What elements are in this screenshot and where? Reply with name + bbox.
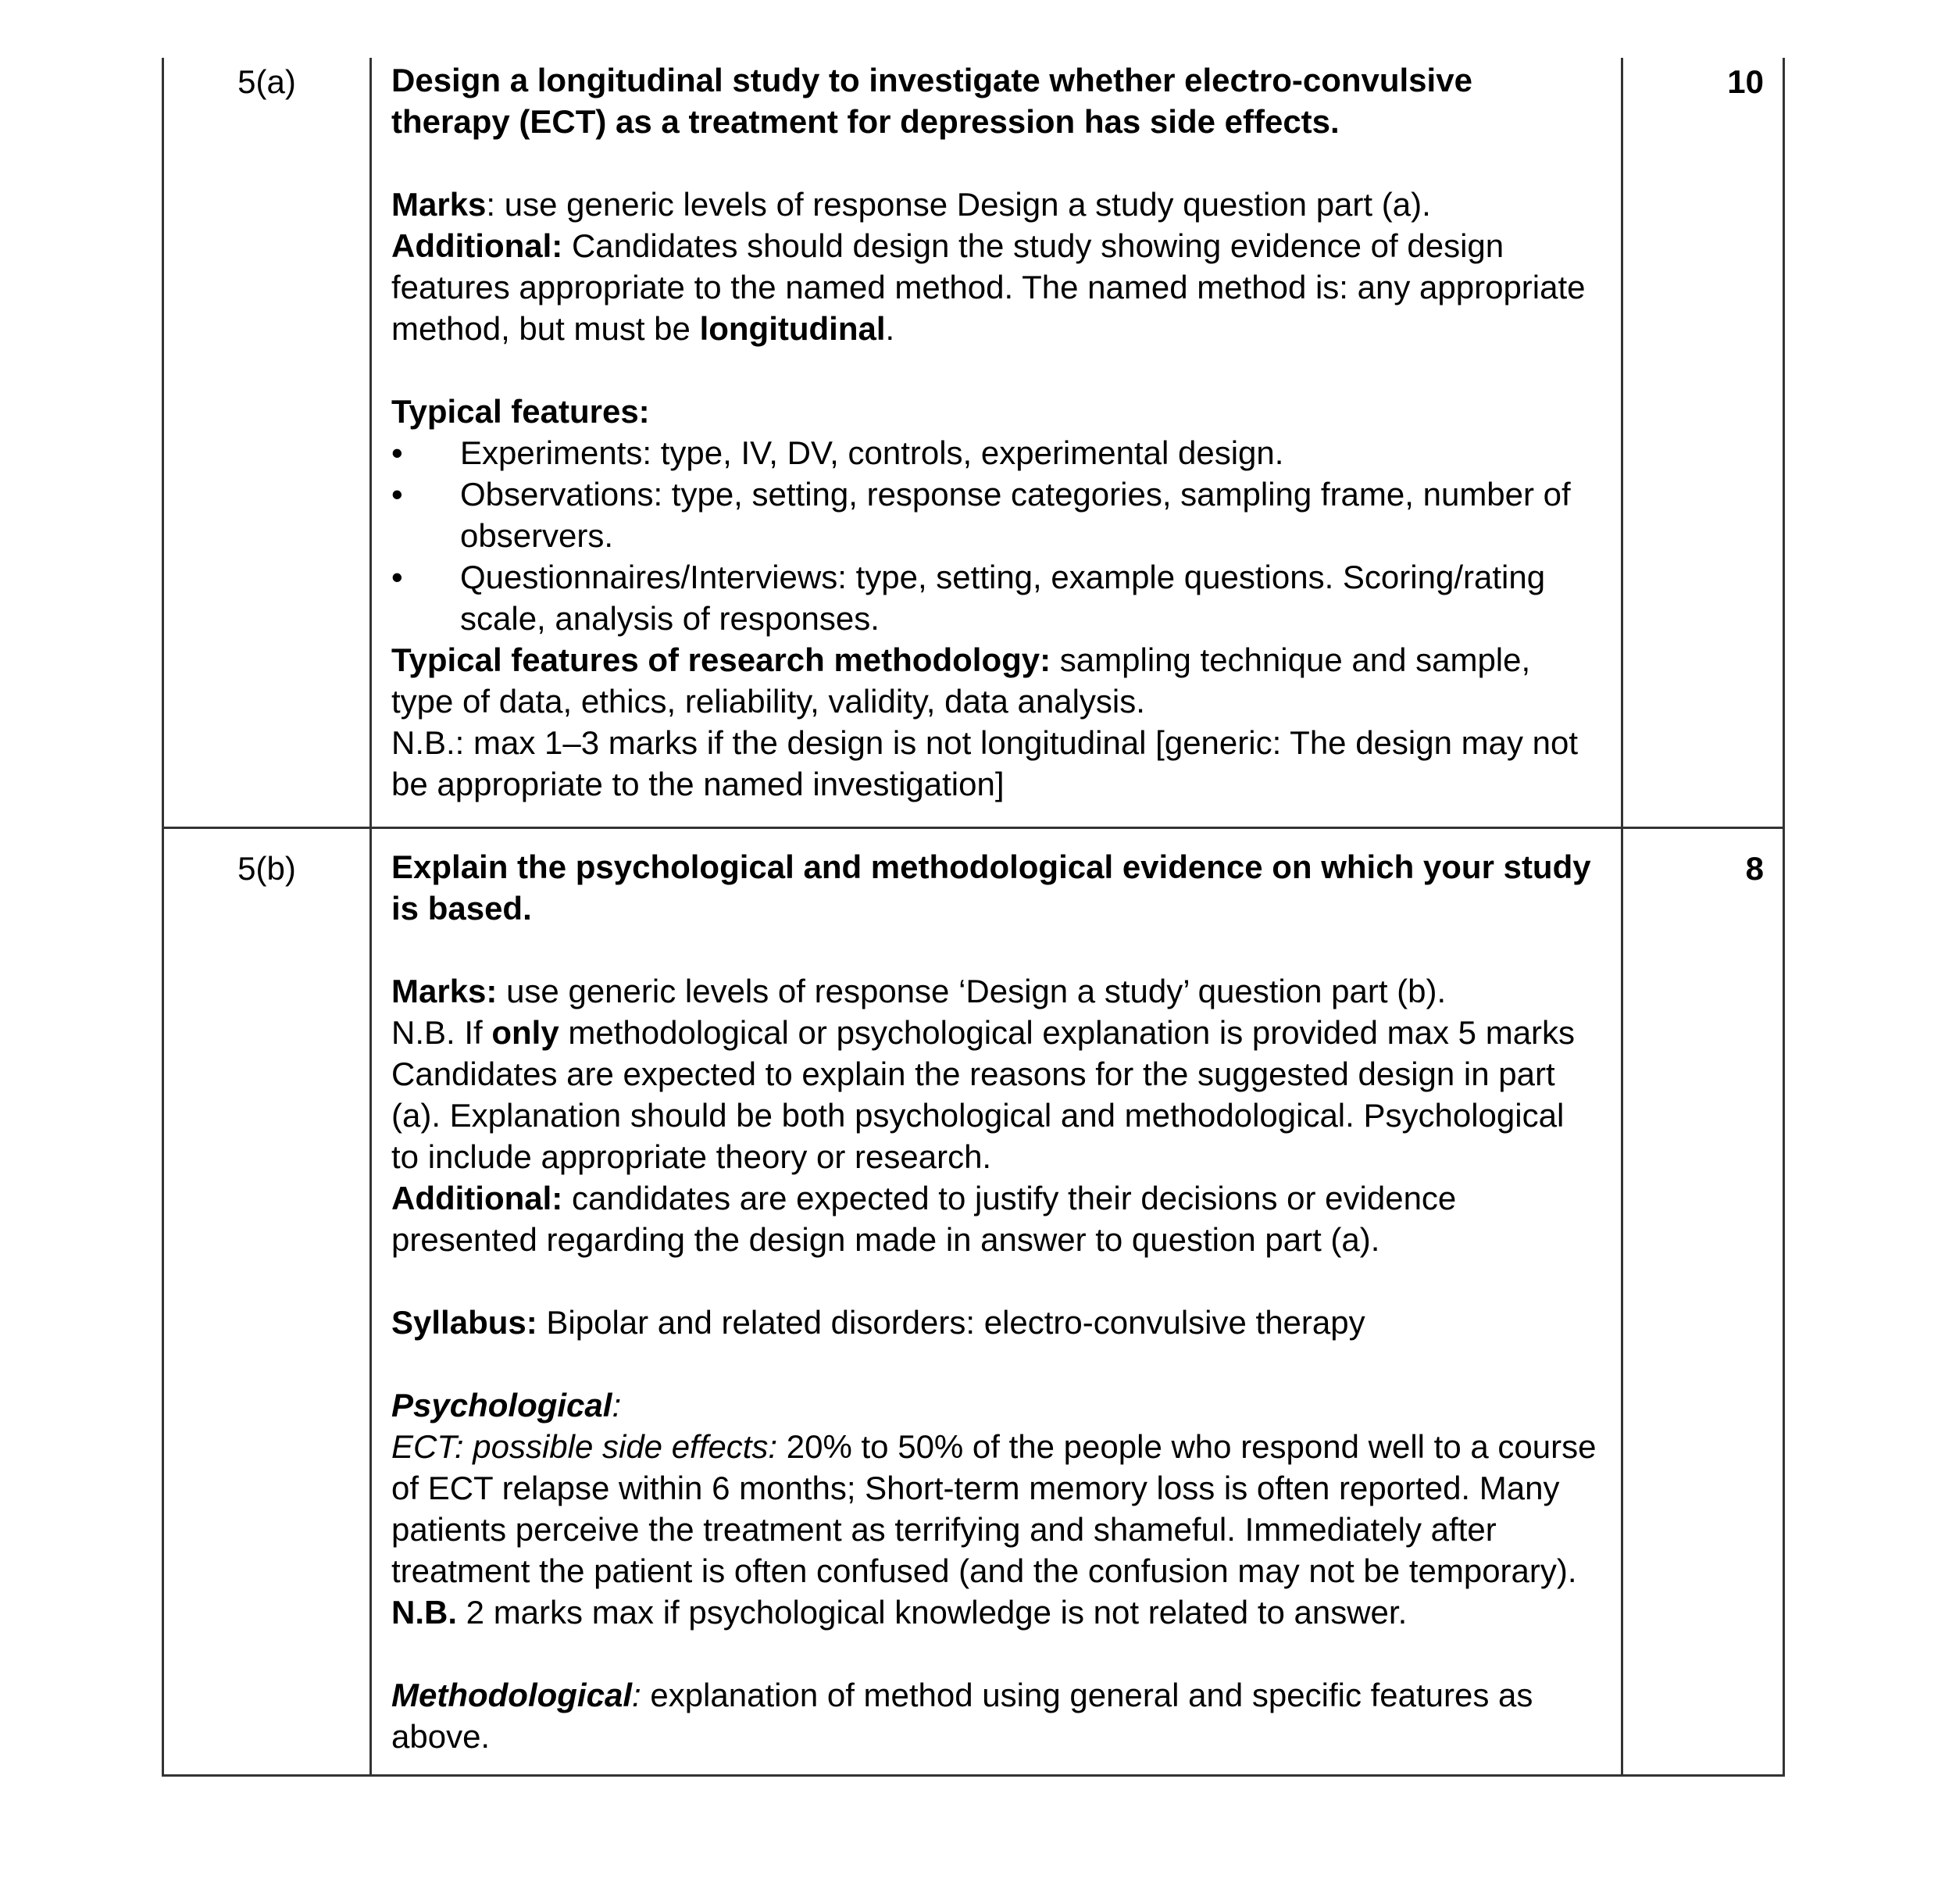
ect-label: ECT: possible side effects: [391, 1428, 778, 1465]
syllabus-label: Syllabus: [391, 1304, 537, 1341]
list-item [391, 473, 1599, 556]
table-row [163, 828, 1784, 1776]
additional-label: Additional: [391, 227, 563, 264]
nb-note: N.B.: max 1–3 marks if the design is not longitudinal [generic: The design may not be appropriate to the named investigation] [391, 724, 1579, 802]
additional-text: candidates are expected to justify their decisions or evidence presented regarding the design made in answer to question part (a). [391, 1180, 1457, 1258]
typical-features-list [391, 432, 1599, 639]
marks-text: : use generic levels of response Design a study question part (a). [486, 186, 1431, 223]
psychological-label: Psychological [391, 1387, 612, 1424]
mark-scheme-table [162, 58, 1785, 1777]
methodological-line [391, 1674, 1599, 1757]
additional-guidance [391, 225, 1599, 349]
additional-end: . [885, 310, 895, 347]
nb-note-2 [391, 1591, 1599, 1633]
nb2-text: 2 marks max if psychological knowledge is not related to answer. [457, 1594, 1408, 1631]
additional-label: Additional: [391, 1180, 563, 1216]
nb-pre: N.B. If [391, 1014, 492, 1051]
ect-text: 20% to 50% of the people who respond well to a course of ECT relapse within 6 months; Short-term memory loss is often reported. Many patients perceive the treatment as terrifying and shameful. Immediately after treatment the patient is often confused (and the confusion may not be temporary). [391, 1428, 1597, 1589]
list-item-text: Experiments: type, IV, DV, controls, experimental design. [460, 434, 1284, 471]
bullet-icon: • [391, 559, 403, 595]
marks-value: 10 [1622, 58, 1784, 828]
nb-post: methodological or psychological explanation is provided max 5 marks [559, 1014, 1576, 1051]
question-prompt: Design a longitudinal study to investigate whether electro-convulsive therapy (ECT) as a treatment for depression has side effects. [391, 62, 1472, 140]
question-number: 5(b) [163, 828, 371, 1776]
psychological-colon: : [612, 1387, 622, 1424]
methodological-colon: : [632, 1677, 641, 1713]
question-prompt: Explain the psychological and methodological evidence on which your study is based. [391, 848, 1591, 927]
syllabus-line [391, 1302, 1599, 1343]
list-item [391, 556, 1599, 639]
typical-features-heading: Typical features: [391, 393, 650, 430]
marks-label: Marks: [391, 973, 498, 1009]
syllabus-text: Bipolar and related disorders: electro-convulsive therapy [537, 1304, 1365, 1341]
candidates-guidance: Candidates are expected to explain the reasons for the suggested design in part (a). Explanation should be both psychological and methodological. Psychological to include appropriate theory or research. [391, 1056, 1565, 1175]
additional-guidance [391, 1177, 1599, 1260]
psychological-heading [391, 1384, 1599, 1426]
marks-label: Marks [391, 186, 487, 223]
methodological-label: Methodological [391, 1677, 632, 1713]
marks-guidance [391, 970, 1599, 1012]
list-item-text: Observations: type, setting, response categories, sampling frame, number of observers. [460, 476, 1571, 554]
marks-text: use generic levels of response ‘Design a study’ question part (b). [497, 973, 1447, 1009]
table-row [163, 58, 1784, 828]
marks-guidance [391, 184, 1599, 225]
methodology-text: sampling technique and sample, type of data, ethics, reliability, validity, data analysis. [391, 641, 1531, 720]
additional-text: Candidates should design the study showing evidence of design features appropriate to the named method. The named method is: any appropriate method, but must be [391, 227, 1586, 347]
nb-bold: only [491, 1014, 559, 1051]
answer-cell [371, 58, 1622, 828]
nb-note [391, 1012, 1599, 1053]
list-item-text: Questionnaires/Interviews: type, setting, example questions. Scoring/rating scale, analysis of responses. [460, 559, 1546, 637]
additional-bold: longitudinal [699, 310, 886, 347]
answer-cell [371, 828, 1622, 1776]
methodology-features [391, 639, 1599, 722]
marks-value: 8 [1622, 828, 1784, 1776]
bullet-icon: • [391, 434, 403, 471]
question-number: 5(a) [163, 58, 371, 828]
methodology-label: Typical features of research methodology: [391, 641, 1051, 678]
bullet-icon: • [391, 476, 403, 513]
methodological-text: explanation of method using general and specific features as above. [391, 1677, 1533, 1755]
nb2-label: N.B. [391, 1594, 457, 1631]
list-item [391, 432, 1599, 473]
ect-side-effects [391, 1426, 1599, 1591]
